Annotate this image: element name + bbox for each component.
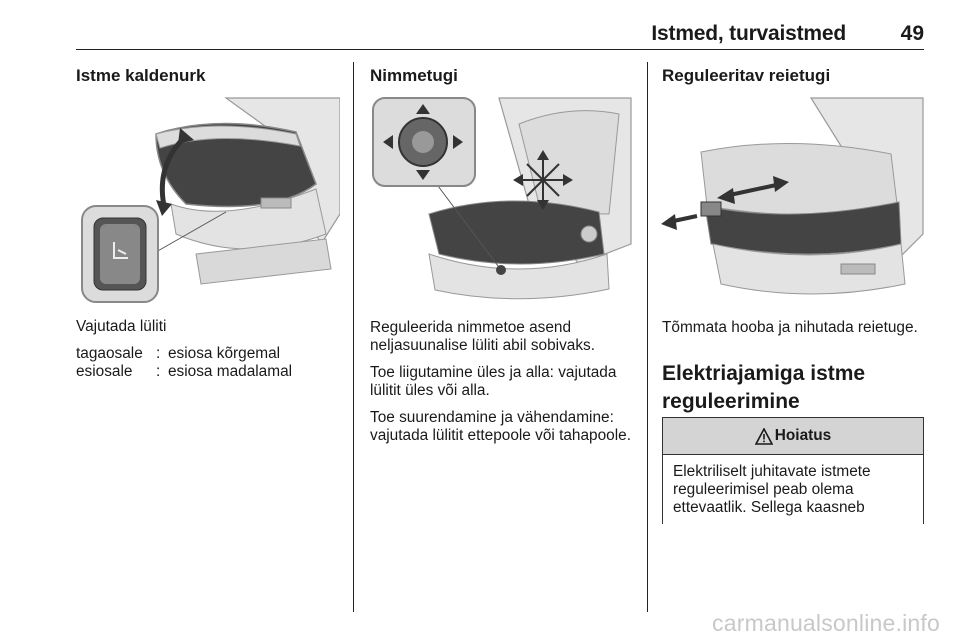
thigh-support-caption: Tõmmata hooba ja nihutada reietuge. bbox=[662, 319, 918, 336]
watermark: carmanualsonline.info bbox=[712, 610, 940, 636]
warning-label: Hoiatus bbox=[774, 427, 832, 444]
seat-tilt-definitions bbox=[76, 345, 292, 381]
page-header-title: Istmed, turvaistmed bbox=[651, 22, 846, 45]
definition-desc: esiosa madalamal bbox=[168, 363, 293, 380]
paragraph: Toe suurendamine ja vähendamine: vajutada lülitit ettepoole või tahapoole. bbox=[370, 409, 631, 444]
thigh-support-heading: Reguleeritav reietugi bbox=[662, 66, 831, 85]
lumbar-support-text bbox=[370, 319, 640, 454]
paragraph: Toe liigutamine üles ja alla: vajutada lülitit üles või alla. bbox=[370, 364, 617, 399]
paragraph: Reguleerida nimmetoe asend neljasuunalise lüliti abil sobivaks. bbox=[370, 319, 595, 354]
seat-tilt-caption: Vajutada lüliti bbox=[76, 318, 167, 335]
header-divider bbox=[76, 49, 924, 50]
warning-box bbox=[662, 417, 924, 524]
lumbar-support-heading: Nimmetugi bbox=[370, 66, 458, 85]
definition-term: tagaosale bbox=[76, 345, 143, 362]
warning-header bbox=[663, 418, 923, 455]
definition-row bbox=[76, 345, 292, 363]
definition-desc: esiosa kõrgemal bbox=[168, 345, 281, 362]
column-divider-1 bbox=[353, 62, 354, 612]
definition-term: esiosale bbox=[76, 363, 133, 380]
warning-text: Elektriliselt juhitavate istmete reguleerimisel peab olema ettevaatlik. Sellega kaasneb bbox=[673, 463, 871, 516]
power-seat-section-title: Elektriajamiga istme reguleerimine bbox=[662, 362, 866, 413]
seat-tilt-illustration bbox=[76, 94, 340, 308]
definition-row bbox=[76, 363, 292, 381]
definition-separator: : bbox=[156, 345, 161, 362]
lumbar-support-illustration bbox=[369, 94, 633, 308]
warning-triangle-icon bbox=[755, 428, 773, 445]
seat-tilt-heading: Istme kaldenurk bbox=[76, 66, 206, 85]
page-number: 49 bbox=[900, 22, 924, 45]
definition-separator: : bbox=[156, 363, 161, 380]
column-divider-2 bbox=[647, 62, 648, 612]
thigh-support-illustration bbox=[661, 94, 925, 308]
